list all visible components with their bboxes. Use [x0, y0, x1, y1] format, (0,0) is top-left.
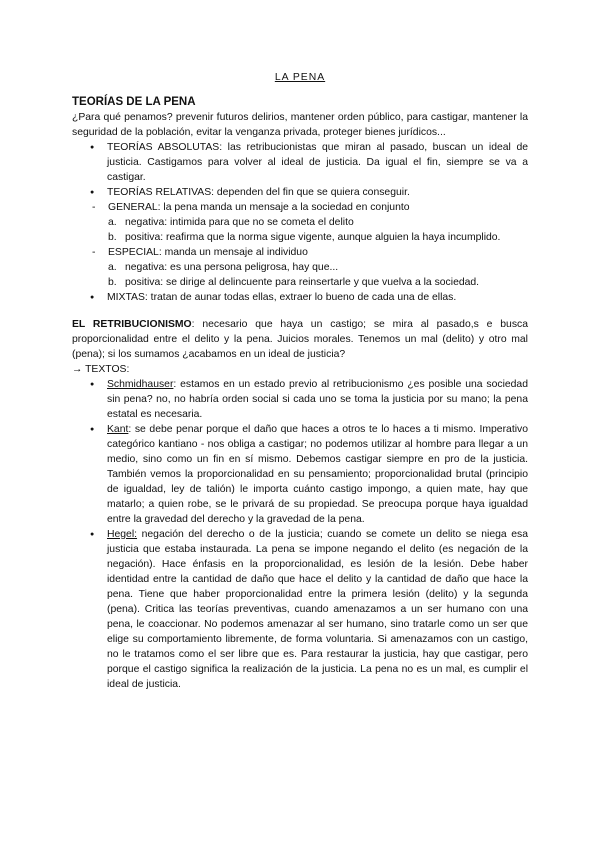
list-item-especial-positiva: [72, 275, 528, 290]
list-marker: b.: [108, 232, 117, 243]
author-text: : estamos en un estado previo al retribucionismo ¿es posible una sociedad sin pena? no, no habría orden social si cada uno se toma la justicia por su mano; la pena estatal es necesaria.: [107, 379, 528, 420]
general-positiva-text: positiva: reafirma que la norma sigue vigente, aunque alguien la haya incumplido.: [125, 232, 501, 243]
list-item-especial: [72, 245, 528, 260]
list-item-kant: [72, 422, 528, 527]
document-page: [72, 70, 528, 692]
especial-label: - ESPECIAL: manda un mensaje al individuo: [108, 247, 308, 258]
especial-negativa-text: negativa: es una persona peligrosa, hay que...: [125, 262, 339, 273]
list-item-general: [72, 200, 528, 215]
retribucionismo-intro: : necesario que haya un castigo; se mira al pasado,s e busca proporcionalidad entre el delito y la pena. Juicios morales. Tenemos un mal (delito) y otro mal (pena); si los sumamos ¿acabamos en un ideal de justicia?: [72, 319, 528, 360]
textos-label: → TEXTOS:: [72, 364, 130, 375]
author-name: Hegel:: [107, 529, 138, 540]
retribucionismo-paragraph: [72, 317, 528, 362]
list-item-relativas: [72, 185, 528, 200]
author-text: negación del derecho o de la justicia; cuando se comete un delito se niega esa justicia que estaba instaurada. La pena se impone negando el delito (es negación de la negación). Hace énfasis en la proporcionalidad, es lesión de la lesión. Debe haber identidad entre la cantidad de daño que hace el delito y la cantidad de daño que hace la pena. Tiene que haber proporcionalidad entre la primera lesión (delito) y la segunda (pena). Critica las teorías preventivas, cuando amenazamos a un ser humano con una pena, le coaccionar. No podemos amenazar al ser humano, sino tratarle como un ser que elige su comportamiento libremente, de forma voluntaria. Si amenazamos con un castigo, no le tratamos como el ser libre que es. Para restaurar la justicia, hay que castigar, pero porque el castigo significa la realización de la justicia. La pena no es un mal, es cumplir el ideal de justicia.: [107, 529, 528, 690]
author-name: Kant: [107, 424, 129, 435]
list-marker: a.: [108, 262, 117, 273]
teorias-list: [72, 140, 528, 200]
list-item-general-negativa: [72, 215, 528, 230]
list-item-hegel: [72, 527, 528, 692]
section-heading-retribucionismo: EL RETRIBUCIONISMO: [72, 319, 192, 330]
general-label: - GENERAL: la pena manda un mensaje a la sociedad en conjunto: [108, 202, 410, 213]
list-item-especial-negativa: [72, 260, 528, 275]
relativas-sublist: [72, 200, 528, 215]
textos-list: [72, 377, 528, 692]
list-marker: b.: [108, 277, 117, 288]
list-item-absolutas: ● TEORÍAS ABSOLUTAS: las retribucionistas que miran al pasado, buscan un ideal de justicia. Castigamos para volver al ideal de justicia. Da igual el fin, siempre se va a castigar.: [72, 140, 528, 185]
teorias-list-2: [72, 290, 528, 305]
document-title: LA PENA: [274, 72, 326, 83]
list-item-mixtas: ● MIXTAS: tratan de aunar todas ellas, extraer lo bueno de cada una de ellas.: [72, 290, 528, 305]
author-text: : se debe penar porque el daño que haces a otros te lo haces a ti mismo. Imperativo categórico kantiano - nos obliga a castigar; no podemos utilizar al hombre para llegar a un medio, sino como un fin en sí mismo. Debemos castigar siempre en pro de la justicia. También vemos la proporcionalidad en su pensamiento; proporcionalidad brutal (principio de igualdad, ley de talión) le importa cuánto castigo impongo, a quien mate, hay que matarlo; a quien robe, se le privará de su propiedad. Se preocupa porque haya igualdad entre la gravedad del derecho y la gravedad de la pena.: [107, 424, 528, 525]
list-item-general-positiva: [72, 230, 528, 245]
section-intro-teorias: ¿Para qué penamos? prevenir futuros delirios, mantener orden público, para castigar, mantener la seguridad de la población, evitar la venganza privada, proteger bienes jurídicos...: [72, 112, 528, 138]
list-marker: a.: [108, 217, 117, 228]
general-negativa-text: negativa: intimida para que no se cometa el delito: [125, 217, 354, 228]
list-item-schmidhauser: [72, 377, 528, 422]
author-name: Schmidhauser: [107, 379, 174, 390]
especial-positiva-text: positiva: se dirige al delincuente para reinsertarle y que vuelva a la sociedad.: [125, 277, 480, 288]
general-alpha-list: [72, 215, 528, 245]
especial-alpha-list: [72, 260, 528, 290]
section-heading-teorias: TEORÍAS DE LA PENA: [72, 96, 196, 108]
relativas-sublist-2: [72, 245, 528, 260]
relativas-label: ● TEORÍAS RELATIVAS: dependen del fin que se quiera conseguir.: [107, 187, 410, 198]
